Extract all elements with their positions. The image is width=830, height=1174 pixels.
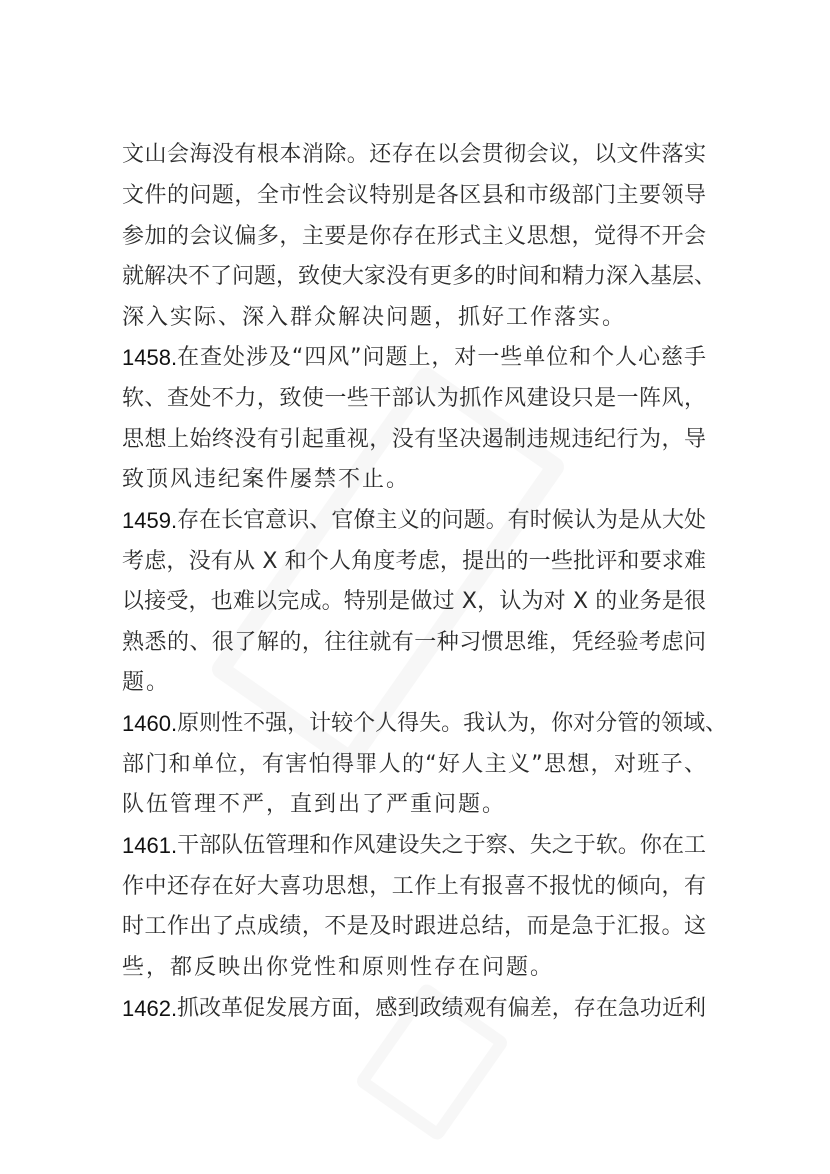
- paragraph-1458: [122, 343, 706, 373]
- text-line: 在查处涉及“四风”问题上，对一些单位和个人心慈手: [177, 345, 706, 370]
- text-line: 文山会海没有根本消除。还存在以会贯彻会议，以文件落实: [122, 142, 706, 167]
- text-line: 文件的问题，全市性会议特别是各区县和市级部门主要领导: [122, 183, 706, 208]
- text-line: 思想上始终没有引起重视，没有坚决遏制违规违纪行为，导: [122, 427, 706, 452]
- text-line: 队伍管理不严，直到出了严重问题。: [122, 792, 507, 817]
- text-line: 题。: [122, 670, 171, 695]
- text-line: 就解决不了问题，致使大家没有更多的时间和精力深入基层、: [122, 264, 717, 289]
- text-line: 熟悉的、很了解的，往往就有一种习惯思维，凭经验考虑问: [122, 630, 706, 655]
- text-line: 致顶风违纪案件屡禁不止。: [122, 467, 411, 492]
- text-line: 原则性不强，计较个人得失。我认为，你对分管的领域、: [177, 711, 728, 736]
- text-line: 软、查处不力，致使一些干部认为抓作风建设只是一阵风，: [122, 386, 706, 411]
- text-line: 部门和单位，有害怕得罪人的“好人主义”思想，对班子、: [122, 752, 706, 777]
- text-line: 些，都反映出你党性和原则性存在问题。: [122, 955, 555, 980]
- paragraph-1461: [122, 831, 706, 861]
- text-line: 参加的会议偏多，主要是你存在形式主义思想，觉得不开会: [122, 224, 706, 249]
- item-number: 1461.: [122, 833, 178, 858]
- paragraph-1459: [122, 506, 706, 536]
- item-number: 1460.: [122, 711, 178, 736]
- item-number: 1458.: [122, 345, 178, 370]
- item-number: 1459.: [122, 508, 178, 533]
- text-line: 深入实际、深入群众解决问题，抓好工作落实。: [122, 305, 627, 330]
- text-line: 考虑，没有从 X 和个人角度考虑，提出的一些批评和要求难: [122, 549, 706, 574]
- item-number: 1462.: [122, 996, 178, 1021]
- text-line: 存在长官意识、官僚主义的问题。有时候认为是从大处: [177, 508, 706, 533]
- text-line: 抓改革促发展方面，感到政绩观有偏差，存在急功近利: [177, 996, 706, 1021]
- paragraph-1462: [122, 994, 706, 1024]
- text-line: 作中还存在好大喜功思想，工作上有报喜不报忧的倾向，有: [122, 874, 706, 899]
- text-line: 时工作出了点成绩，不是及时跟进总结，而是急于汇报。这: [122, 914, 706, 939]
- text-line: 干部队伍管理和作风建设失之于察、失之于软。你在工: [177, 833, 706, 858]
- text-line: 以接受，也难以完成。特别是做过 X，认为对 X 的业务是很: [122, 589, 706, 614]
- paragraph-1460: [122, 709, 728, 739]
